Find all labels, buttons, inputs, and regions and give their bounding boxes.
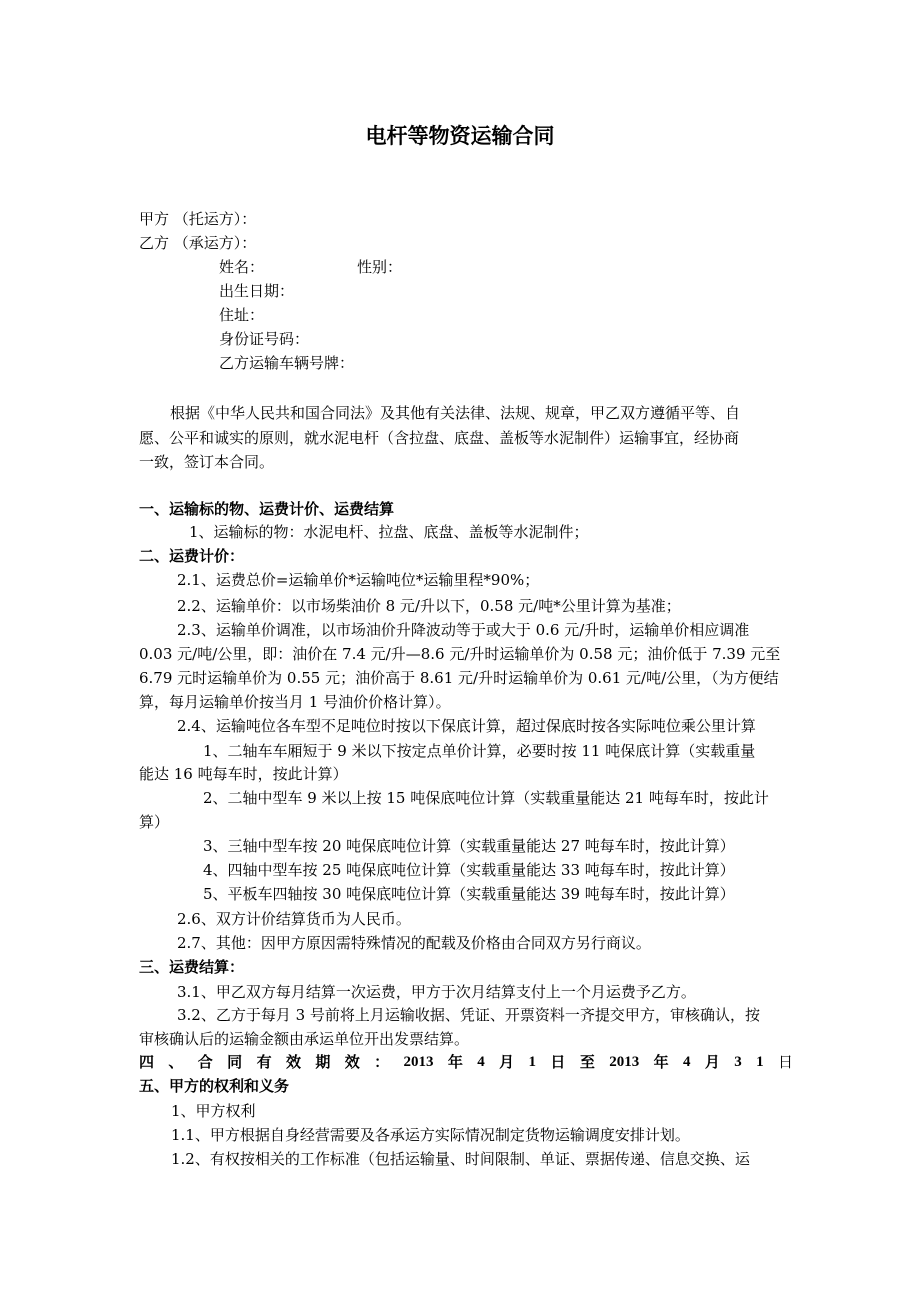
validity-char: ： — [374, 1053, 390, 1071]
clause-3-1: 3.1、甲乙双方每月结算一次运费，甲方于次月结算支付上一个月运费予乙方。 — [177, 983, 696, 1001]
validity-month: 4 — [682, 1054, 691, 1070]
clause-3-2-line: 3.2、乙方于每月 3 号前将上月运输收据、凭证、开票资料一齐提交甲方，审核确认，按 — [177, 1006, 760, 1024]
clause-2-3-line: 算，每月运输单价按当月 1 号油价价格计算）。 — [139, 693, 451, 711]
validity-char: 效 — [285, 1053, 301, 1071]
birth-date-label: 出生日期： — [219, 282, 295, 300]
validity-char: 月 — [499, 1053, 515, 1071]
party-b-label: 乙方 （承运方）： — [139, 234, 257, 252]
clause-2-6: 2.6、双方计价结算货币为人民币。 — [177, 910, 411, 928]
gender-label: 性别： — [357, 258, 403, 276]
validity-char: 年 — [447, 1053, 463, 1071]
id-number-label: 身份证号码： — [219, 330, 310, 348]
section-5-subheading: 1、甲方权利 — [171, 1102, 256, 1120]
validity-char: 四 — [139, 1053, 155, 1071]
validity-year: 2013 — [609, 1054, 640, 1070]
vehicle-rule-line: 2、二轴中型车 9 米以上按 15 吨保底吨位计算（实载重量能达 21 吨每车时，按此计 — [203, 789, 769, 807]
clause-2-3-line: 2.3、运输单价调准，以市场油价升降波动等于或大于 0.6 元/升时，运输单价相应调准 — [177, 621, 750, 639]
section-3-heading: 三、运费结算： — [139, 958, 245, 976]
intro-line: 一致，签订本合同。 — [139, 453, 275, 471]
validity-char: 效 — [344, 1053, 360, 1071]
validity-char: 期 — [315, 1053, 331, 1071]
clause-5-1-2: 1.2、有权按相关的工作标准（包括运输量、时间限制、单证、票据传递、信息交换、运 — [171, 1150, 750, 1168]
validity-char: 月 — [704, 1053, 720, 1071]
validity-day-digit: 3 — [734, 1054, 742, 1070]
vehicle-rule-line: 3、三轴中型车按 20 吨保底吨位计算（实载重量能达 27 吨每车时，按此计算） — [203, 837, 735, 855]
validity-day-digit: 1 — [756, 1054, 764, 1070]
validity-char: 至 — [579, 1053, 595, 1071]
intro-line: 愿、公平和诚实的原则，就水泥电杆（含拉盘、底盘、盖板等水泥制件）运输事宜，经协商 — [139, 429, 740, 447]
section-4-validity-line — [139, 1051, 793, 1074]
clause-2-3-line: 0.03 元/吨/公里，即：油价在 7.4 元/升—8.6 元/升时运输单价为 0.58 元；油价低于 7.39 元至 — [139, 645, 781, 663]
address-label: 住址： — [219, 306, 265, 324]
section-5-heading: 五、甲方的权利和义务 — [139, 1077, 290, 1095]
section-2-heading: 二、运费计价： — [139, 547, 245, 565]
clause-2-7: 2.7、其他：因甲方原因需特殊情况的配载及价格由合同双方另行商议。 — [177, 934, 651, 952]
vehicle-rule-line: 1、二轴车车厢短于 9 米以下按定点单价计算，必要时按 11 吨保底计算（实载重量 — [203, 742, 756, 760]
party-a-label: 甲方 （托运方）： — [139, 210, 257, 228]
validity-char: 、 — [168, 1053, 184, 1071]
intro-line: 根据《中华人民共和国合同法》及其他有关法律、法规、规章，甲乙双方遵循平等、自 — [170, 404, 741, 422]
validity-month: 4 — [477, 1054, 485, 1070]
validity-char: 年 — [653, 1053, 669, 1071]
vehicle-rule-line: 4、四轴中型车按 25 吨保底吨位计算（实载重量能达 33 吨每车时，按此计算） — [203, 861, 735, 879]
section-1-heading: 一、运输标的物、运费计价、运费结算 — [139, 500, 395, 518]
vehicle-rule-line: 5、平板车四轴按 30 吨保底吨位计算（实载重量能达 39 吨每车时，按此计算） — [203, 885, 735, 903]
clause-5-1-1: 1.1、甲方根据自身经营需要及各承运方实际情况制定货物运输调度安排计划。 — [171, 1126, 690, 1144]
validity-char: 日 — [777, 1053, 793, 1071]
clause-2-4: 2.4、运输吨位各车型不足吨位时按以下保底计算，超过保底时按各实际吨位乘公里计算 — [177, 717, 756, 735]
validity-year: 2013 — [403, 1054, 434, 1070]
clause-2-3-line: 6.79 元时运输单价为 0.55 元；油价高于 8.61 元/升时运输单价为 0.61 元/吨/公里，（为方便结 — [139, 669, 779, 687]
vehicle-rule-line: 算） — [139, 813, 170, 831]
clause-2-2: 2.2、运输单价：以市场柴油价 8 元/升以下，0.58 元/吨*公里计算为基准； — [177, 597, 681, 615]
validity-char: 合 — [197, 1053, 213, 1071]
validity-char: 同 — [227, 1053, 243, 1071]
clause-3-2-line: 审核确认后的运输金额由承运单位开出发票结算。 — [139, 1030, 470, 1048]
vehicle-plate-label: 乙方运输车辆号牌： — [219, 354, 355, 372]
vehicle-rule-line: 能达 16 吨每车时，按此计算） — [139, 765, 348, 783]
section-1-item: 1、运输标的物：水泥电杆、拉盘、底盘、盖板等水泥制件； — [189, 523, 589, 541]
validity-day: 1 — [528, 1054, 537, 1070]
page-title: 电杆等物资运输合同 — [365, 124, 555, 148]
name-label: 姓名： — [219, 258, 265, 276]
validity-char: 有 — [256, 1053, 272, 1071]
clause-2-1: 2.1、运费总价=运输单价*运输吨位*运输里程*90%； — [177, 571, 540, 589]
validity-char: 日 — [550, 1053, 566, 1071]
